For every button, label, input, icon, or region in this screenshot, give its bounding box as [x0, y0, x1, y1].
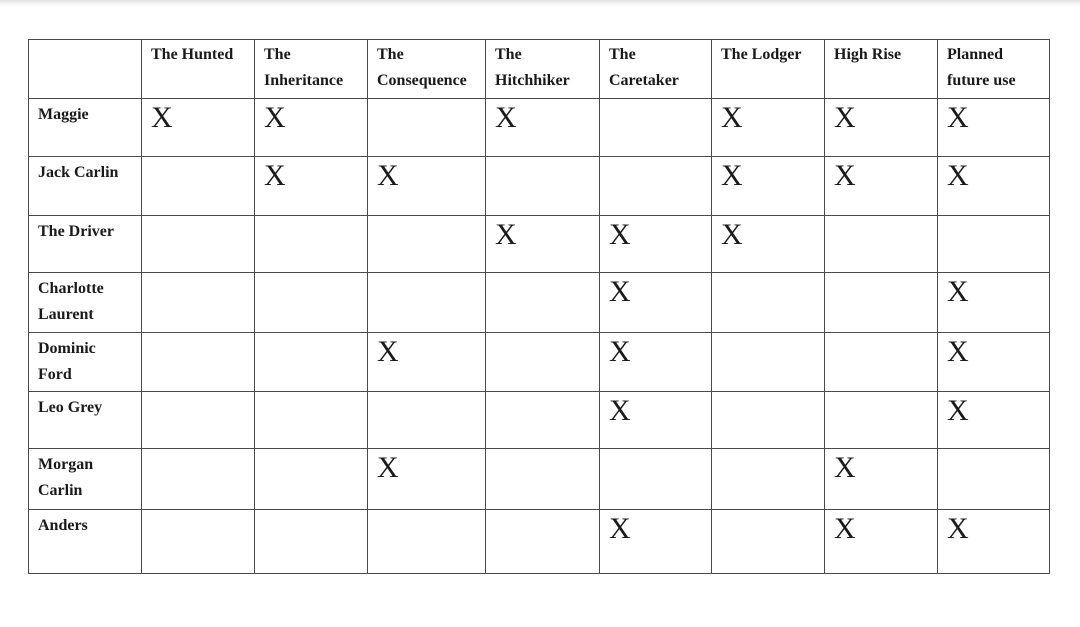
table-cell: [712, 157, 825, 216]
table-row: [29, 273, 1050, 333]
table-cell: [142, 99, 255, 157]
table-cell: [825, 216, 938, 273]
table-cell: [368, 449, 486, 510]
top-shadow: [0, 0, 1080, 7]
table-cell: [600, 392, 712, 449]
row-header-cell: [29, 216, 142, 273]
table-cell: [255, 216, 368, 273]
table-cell: [600, 333, 712, 392]
column-header-line: High Rise: [834, 46, 902, 63]
table-cell: [600, 510, 712, 574]
x-mark: X: [947, 512, 969, 545]
table-cell: [938, 510, 1050, 574]
table-cell: [938, 99, 1050, 157]
table-cell: [600, 157, 712, 216]
table-cell: [712, 273, 825, 333]
x-mark: X: [834, 101, 856, 134]
x-mark: X: [377, 335, 399, 368]
x-mark: X: [495, 101, 517, 134]
table-cell: [368, 216, 486, 273]
character-name-line: Charlotte: [38, 280, 104, 297]
table-cell: [825, 99, 938, 157]
table-cell: [712, 216, 825, 273]
x-mark: X: [947, 394, 969, 427]
table-cell: [142, 449, 255, 510]
table-cell: [368, 392, 486, 449]
table-cell: [142, 216, 255, 273]
column-header-line: The: [264, 46, 291, 63]
x-mark: X: [721, 218, 743, 251]
column-header-line: Inheritance: [264, 72, 344, 89]
table-cell: [255, 333, 368, 392]
table-cell: [142, 510, 255, 574]
table-row: [29, 510, 1050, 574]
column-header-line: The: [609, 46, 636, 63]
column-header-line: Planned: [947, 46, 1004, 63]
character-name-line: Morgan: [38, 456, 94, 473]
table-cell: [938, 216, 1050, 273]
character-name-line: Ford: [38, 366, 72, 383]
table-row: [29, 216, 1050, 273]
table-cell: [368, 510, 486, 574]
x-mark: X: [721, 159, 743, 192]
x-mark: X: [377, 159, 399, 192]
column-header-line: Caretaker: [609, 72, 679, 89]
table-cell: [142, 273, 255, 333]
column-header-1: [142, 40, 255, 99]
table-cell: [486, 392, 600, 449]
x-mark: X: [264, 159, 286, 192]
table-cell: [255, 449, 368, 510]
table-cell: [600, 99, 712, 157]
x-mark: X: [947, 159, 969, 192]
table-cell: [368, 273, 486, 333]
table-cell: [486, 99, 600, 157]
table-cell: [712, 510, 825, 574]
x-mark: X: [609, 275, 631, 308]
table-cell: [255, 99, 368, 157]
column-header-line: Consequence: [377, 72, 467, 89]
column-header-line: future use: [947, 72, 1016, 89]
table-cell: [486, 157, 600, 216]
x-mark: X: [609, 394, 631, 427]
x-mark: X: [495, 218, 517, 251]
column-header-2: [255, 40, 368, 99]
character-name-line: Carlin: [38, 482, 83, 499]
x-mark: X: [947, 275, 969, 308]
table-cell: [825, 333, 938, 392]
character-name-line: Laurent: [38, 306, 94, 323]
table-cell: [486, 510, 600, 574]
character-name-line: Maggie: [38, 106, 89, 123]
column-header-6: [712, 40, 825, 99]
column-header-5: [600, 40, 712, 99]
table-cell: [600, 273, 712, 333]
x-mark: X: [609, 218, 631, 251]
table-cell: [255, 273, 368, 333]
row-header-cell: [29, 510, 142, 574]
table-row: [29, 449, 1050, 510]
column-header-3: [368, 40, 486, 99]
table-cell: [938, 333, 1050, 392]
table-row: [29, 392, 1050, 449]
table-cell: [368, 99, 486, 157]
table-cell: [368, 157, 486, 216]
x-mark: X: [721, 101, 743, 134]
column-header-line: The: [377, 46, 404, 63]
row-header-cell: [29, 449, 142, 510]
table-cell: [368, 333, 486, 392]
table-cell: [486, 449, 600, 510]
table-cell: [600, 449, 712, 510]
table-cell: [712, 99, 825, 157]
x-mark: X: [609, 335, 631, 368]
x-mark: X: [947, 101, 969, 134]
row-header-cell: [29, 157, 142, 216]
table-cell: [825, 392, 938, 449]
table-cell: [142, 392, 255, 449]
table-cell: [142, 333, 255, 392]
table-cell: [486, 333, 600, 392]
table-cell: [712, 449, 825, 510]
column-header-line: The Lodger: [721, 46, 802, 63]
character-name-line: Dominic: [38, 340, 96, 357]
character-name-line: Leo Grey: [38, 399, 103, 416]
table-cell: [712, 392, 825, 449]
column-header-4: [486, 40, 600, 99]
table-cell: [938, 392, 1050, 449]
table-cell: [486, 273, 600, 333]
column-header-line: The Hunted: [151, 46, 234, 63]
column-header-8: [938, 40, 1050, 99]
table-cell: [255, 510, 368, 574]
table-cell: [255, 157, 368, 216]
header-row: [29, 40, 1050, 99]
table-cell: [825, 449, 938, 510]
x-mark: X: [834, 512, 856, 545]
table-cell: [938, 449, 1050, 510]
row-header-cell: [29, 99, 142, 157]
character-name-line: Jack Carlin: [38, 164, 119, 181]
table-cell: [938, 273, 1050, 333]
column-header-line: Hitchhiker: [495, 72, 570, 89]
x-mark: X: [834, 159, 856, 192]
table-cell: [938, 157, 1050, 216]
x-mark: X: [834, 451, 856, 484]
x-mark: X: [377, 451, 399, 484]
x-mark: X: [151, 101, 173, 134]
header-corner-cell: [29, 40, 142, 99]
row-header-cell: [29, 273, 142, 333]
x-mark: X: [264, 101, 286, 134]
column-header-7: [825, 40, 938, 99]
table-row: [29, 157, 1050, 216]
table-cell: [825, 510, 938, 574]
table-cell: [825, 273, 938, 333]
character-usage-table: [28, 39, 1050, 574]
table-cell: [712, 333, 825, 392]
table-row: [29, 333, 1050, 392]
table-cell: [600, 216, 712, 273]
table-body: [29, 99, 1050, 574]
x-mark: X: [947, 335, 969, 368]
table-cell: [142, 157, 255, 216]
row-header-cell: [29, 392, 142, 449]
x-mark: X: [609, 512, 631, 545]
table-row: [29, 99, 1050, 157]
column-header-line: The: [495, 46, 522, 63]
character-name-line: The Driver: [38, 223, 114, 240]
table-cell: [486, 216, 600, 273]
table-cell: [825, 157, 938, 216]
table-cell: [255, 392, 368, 449]
character-name-line: Anders: [38, 517, 88, 534]
row-header-cell: [29, 333, 142, 392]
